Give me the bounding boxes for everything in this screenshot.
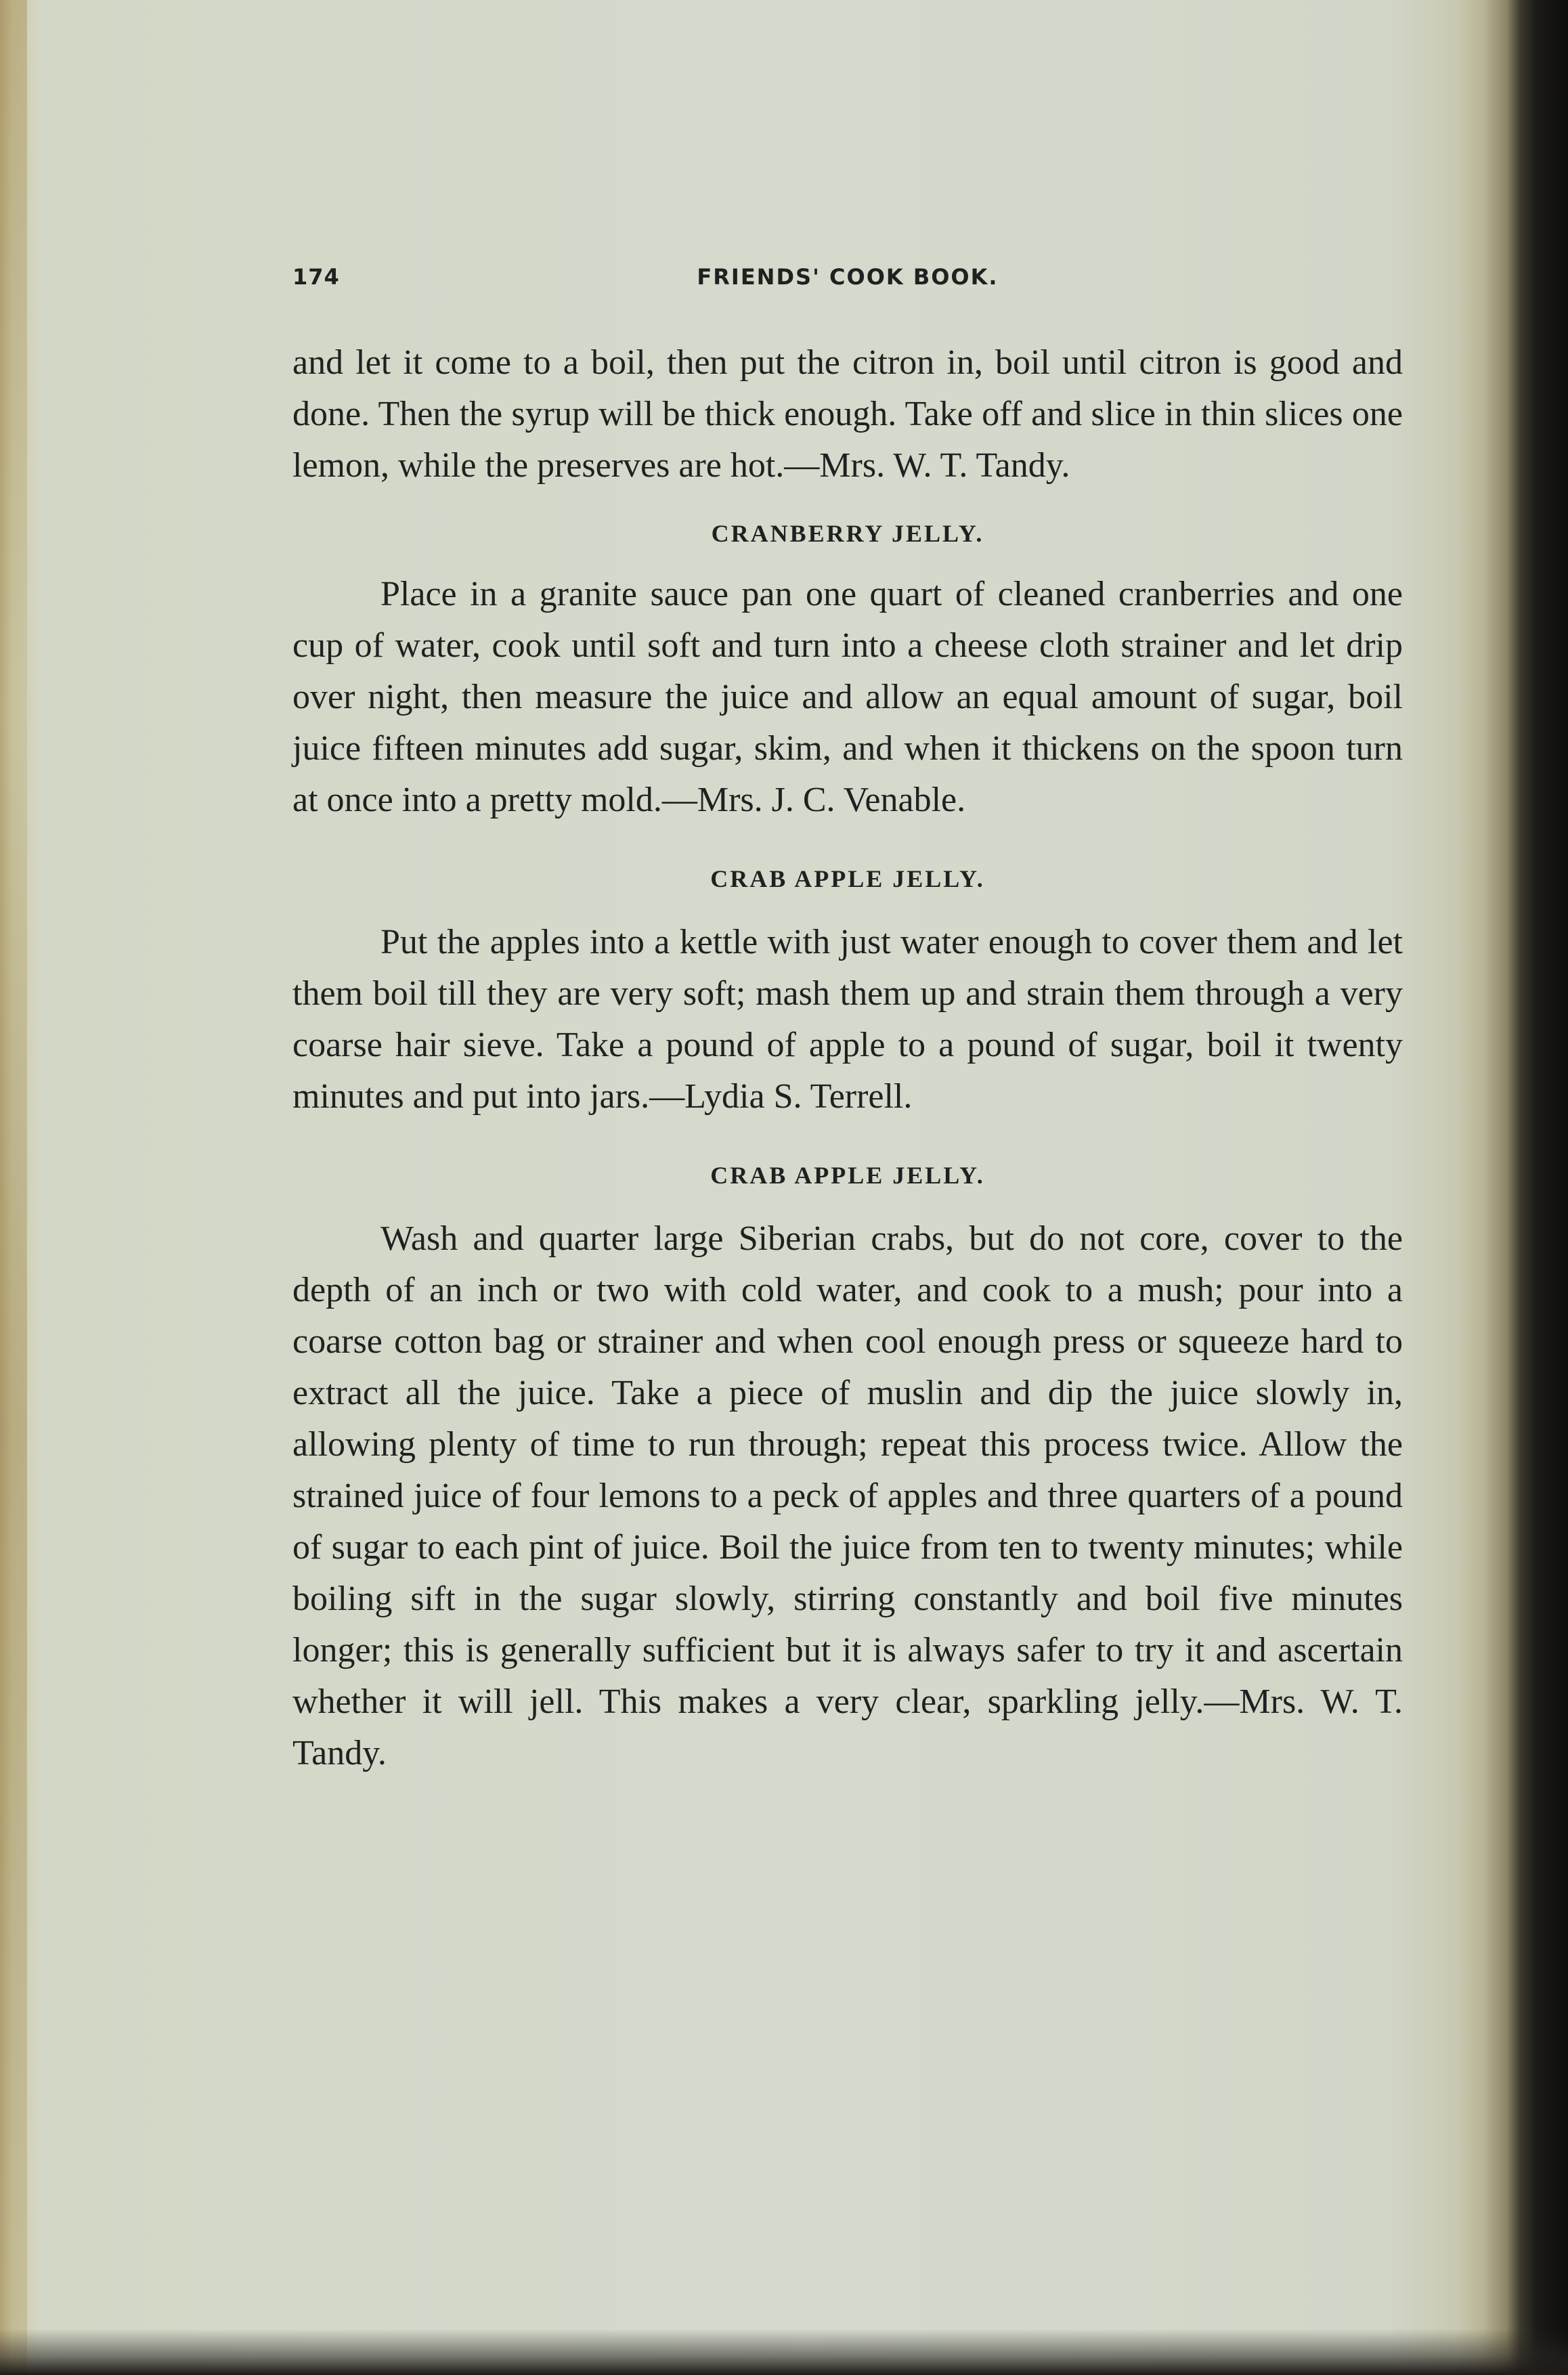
continued-paragraph: and let it come to a boil, then put the citron in, boil until citron is good and done. Then the syrup will be thick enough. Take off and slice in thin slices one lemon, while the preserves are hot.—Mrs. W. T. Tandy. — [292, 343, 1403, 485]
page-number: 174 — [292, 264, 340, 290]
text-block — [292, 257, 1403, 1779]
recipe-title-crab-apple-jelly-2: CRAB APPLE JELLY. — [710, 1162, 985, 1189]
recipe-text-crab-apple-jelly-2: Wash and quarter large Siberian crabs, but do not core, cover to the depth of an inch or two with cold water, and cook to a mush; pour into a coarse cotton bag or strainer and when cool enough press or squeeze hard to extract all the juice. Take a piece of muslin and dip the juice slowly in, allowing plenty of time to run through; repeat this process twice. Allow the strained juice of four lemons to a peck of apples and three quarters of a pound of sugar to each pint of juice. Boil the juice from ten to twenty minutes; while boiling sift in the sugar slowly, stirring constantly and boil five minutes longer; this is generally sufficient but it is always safer to try it and ascertain whether it will jell. This makes a very clear, sparkling jelly.—Mrs. W. T. Tandy. — [292, 1219, 1403, 1772]
recipe-title-crab-apple-jelly-1: CRAB APPLE JELLY. — [710, 865, 985, 892]
running-head — [292, 257, 1403, 298]
page-edge-stain — [0, 0, 27, 2375]
book-title: FRIENDS' COOK BOOK. — [697, 264, 999, 290]
recipe-title-cranberry-jelly: CRANBERRY JELLY. — [711, 520, 984, 547]
recipe-text-cranberry-jelly: Place in a granite sauce pan one quart of cleaned cranberries and one cup of water, cook until soft and turn into a cheese cloth strainer and let drip over night, then measure the juice and allow an equal amount of sugar, boil juice fifteen minutes add sugar, skim, and when it thickens on the spoon turn at once into a pretty mold.—Mrs. J. C. Venable. — [292, 575, 1403, 819]
recipe-text-crab-apple-jelly-1: Put the apples into a kettle with just water enough to cover them and let them boil till they are very soft; mash them up and strain them through a very coarse hair sieve. Take a pound of apple to a pound of sugar, boil it twenty minutes and put into jars.—Lydia S. Terrell. — [292, 923, 1403, 1116]
